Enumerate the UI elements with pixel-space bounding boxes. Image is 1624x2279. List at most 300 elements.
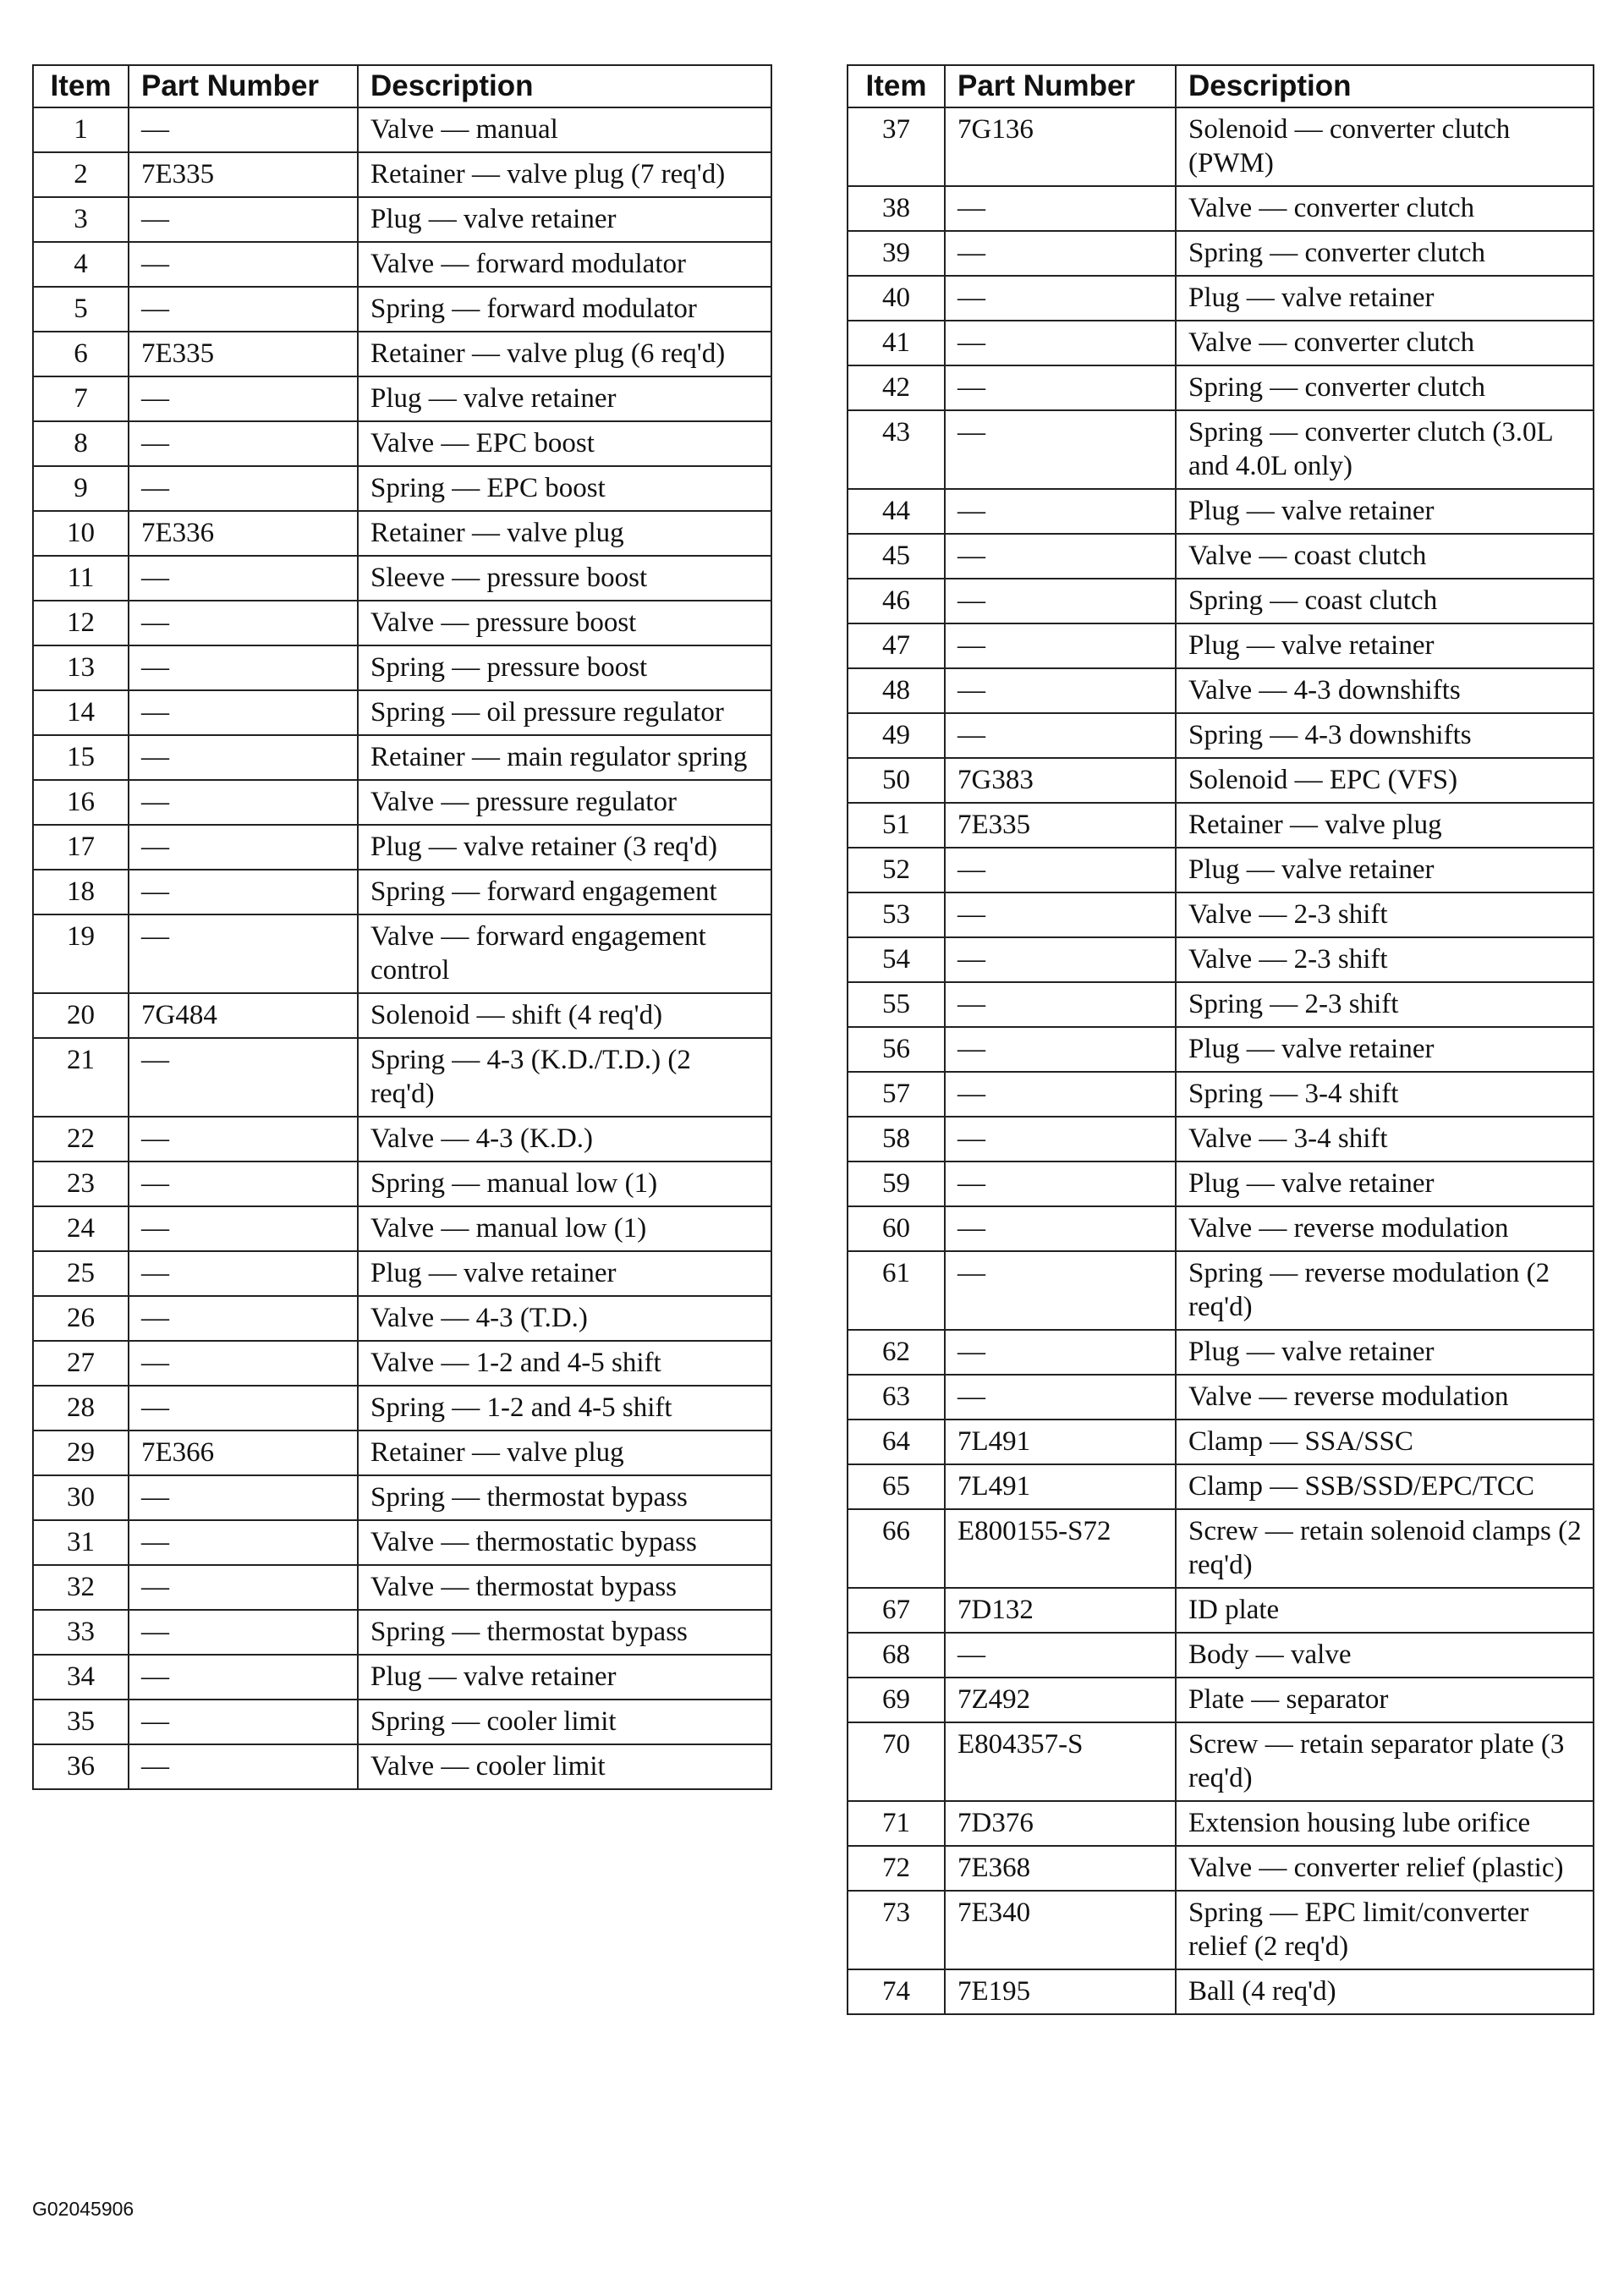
header-description: Description [1176, 65, 1594, 107]
description-cell: Spring — forward engagement [358, 870, 771, 914]
item-number-cell: 30 [33, 1475, 129, 1520]
table-body-left [33, 107, 771, 1789]
description-cell: Valve — manual [358, 107, 771, 152]
header-part-number: Part Number [129, 65, 358, 107]
item-number-cell: 67 [848, 1588, 945, 1633]
table-row [33, 825, 771, 870]
part-number-cell: — [129, 825, 358, 870]
table-row [848, 848, 1594, 892]
table-row [848, 1420, 1594, 1464]
item-number-cell: 43 [848, 410, 945, 489]
description-cell: Spring — EPC limit/converter relief (2 req'd) [1176, 1891, 1594, 1969]
description-cell: Plug — valve retainer [1176, 1027, 1594, 1072]
part-number-cell: — [945, 1375, 1176, 1420]
item-number-cell: 26 [33, 1296, 129, 1341]
part-number-cell: — [945, 579, 1176, 623]
table-row [33, 1386, 771, 1431]
table-header-row [848, 65, 1594, 107]
table-row [848, 579, 1594, 623]
table-row [848, 1027, 1594, 1072]
description-cell: Valve — EPC boost [358, 421, 771, 466]
description-cell: Plug — valve retainer (3 req'd) [358, 825, 771, 870]
header-item: Item [848, 65, 945, 107]
table-row [848, 1072, 1594, 1117]
part-number-cell: — [129, 914, 358, 993]
part-number-cell: — [945, 937, 1176, 982]
header-item: Item [33, 65, 129, 107]
table-row [33, 1161, 771, 1206]
table-row [848, 668, 1594, 713]
item-number-cell: 41 [848, 321, 945, 365]
description-cell: Spring — 2-3 shift [1176, 982, 1594, 1027]
description-cell: Clamp — SSA/SSC [1176, 1420, 1594, 1464]
description-cell: Valve — pressure boost [358, 601, 771, 645]
part-number-cell: — [129, 1520, 358, 1565]
part-number-cell: — [945, 668, 1176, 713]
part-number-cell: — [129, 287, 358, 332]
table-row [33, 332, 771, 376]
item-number-cell: 73 [848, 1891, 945, 1969]
item-number-cell: 45 [848, 534, 945, 579]
part-number-cell: 7D132 [945, 1588, 1176, 1633]
table-row [848, 186, 1594, 231]
item-number-cell: 16 [33, 780, 129, 825]
table-row [33, 1296, 771, 1341]
parts-table-right [847, 64, 1594, 2015]
part-number-cell: — [945, 982, 1176, 1027]
description-cell: Spring — forward modulator [358, 287, 771, 332]
part-number-cell: — [129, 556, 358, 601]
description-cell: Plug — valve retainer [1176, 848, 1594, 892]
table-row [33, 870, 771, 914]
part-number-cell: — [945, 365, 1176, 410]
description-cell: Plug — valve retainer [358, 1655, 771, 1700]
part-number-cell: — [129, 1251, 358, 1296]
description-cell: Valve — coast clutch [1176, 534, 1594, 579]
description-cell: Plug — valve retainer [1176, 623, 1594, 668]
header-part-number: Part Number [945, 65, 1176, 107]
description-cell: Valve — 4-3 (T.D.) [358, 1296, 771, 1341]
part-number-cell: — [129, 466, 358, 511]
item-number-cell: 44 [848, 489, 945, 534]
description-cell: Valve — manual low (1) [358, 1206, 771, 1251]
part-number-cell: — [945, 489, 1176, 534]
item-number-cell: 46 [848, 579, 945, 623]
table-row [848, 1509, 1594, 1588]
part-number-cell: — [945, 1330, 1176, 1375]
item-number-cell: 14 [33, 690, 129, 735]
part-number-cell: — [129, 1610, 358, 1655]
description-cell: Retainer — valve plug (6 req'd) [358, 332, 771, 376]
description-cell: Plug — valve retainer [1176, 1161, 1594, 1206]
part-number-cell: — [129, 690, 358, 735]
description-cell: Valve — 3-4 shift [1176, 1117, 1594, 1161]
table-row [33, 1117, 771, 1161]
item-number-cell: 74 [848, 1969, 945, 2014]
part-number-cell: 7G484 [129, 993, 358, 1038]
table-row [33, 645, 771, 690]
part-number-cell: — [129, 1038, 358, 1117]
table-row [848, 365, 1594, 410]
part-number-cell: 7D376 [945, 1801, 1176, 1846]
part-number-cell: — [129, 1475, 358, 1520]
part-number-cell: — [945, 231, 1176, 276]
description-cell: Spring — converter clutch [1176, 231, 1594, 276]
item-number-cell: 7 [33, 376, 129, 421]
part-number-cell: 7L491 [945, 1420, 1176, 1464]
table-row [33, 107, 771, 152]
table-row [848, 489, 1594, 534]
description-cell: Ball (4 req'd) [1176, 1969, 1594, 2014]
table-row [848, 1722, 1594, 1801]
description-cell: Valve — 4-3 (K.D.) [358, 1117, 771, 1161]
item-number-cell: 34 [33, 1655, 129, 1700]
description-cell: Spring — cooler limit [358, 1700, 771, 1744]
description-cell: Spring — converter clutch [1176, 365, 1594, 410]
description-cell: Valve — 2-3 shift [1176, 937, 1594, 982]
table-row [848, 107, 1594, 186]
item-number-cell: 35 [33, 1700, 129, 1744]
part-number-cell: — [129, 242, 358, 287]
table-row [33, 1431, 771, 1475]
table-row [848, 982, 1594, 1027]
table-row [33, 1565, 771, 1610]
table-body-right [848, 107, 1594, 2014]
item-number-cell: 8 [33, 421, 129, 466]
table-row [848, 623, 1594, 668]
table-row [33, 1610, 771, 1655]
description-cell: Plug — valve retainer [358, 197, 771, 242]
table-row [848, 1375, 1594, 1420]
item-number-cell: 29 [33, 1431, 129, 1475]
part-number-cell: 7E335 [129, 332, 358, 376]
table-row [848, 1846, 1594, 1891]
description-cell: Spring — 4-3 (K.D./T.D.) (2 req'd) [358, 1038, 771, 1117]
description-cell: Valve — thermostat bypass [358, 1565, 771, 1610]
parts-table-left [32, 64, 772, 1790]
part-number-cell: — [129, 1117, 358, 1161]
table-row [848, 1161, 1594, 1206]
description-cell: Valve — cooler limit [358, 1744, 771, 1789]
table-row [33, 287, 771, 332]
description-cell: Valve — pressure regulator [358, 780, 771, 825]
item-number-cell: 69 [848, 1678, 945, 1722]
description-cell: Spring — 4-3 downshifts [1176, 713, 1594, 758]
table-row [848, 410, 1594, 489]
description-cell: Valve — reverse modulation [1176, 1375, 1594, 1420]
table-row [33, 1475, 771, 1520]
item-number-cell: 66 [848, 1509, 945, 1588]
item-number-cell: 37 [848, 107, 945, 186]
table-row [33, 511, 771, 556]
table-row [33, 421, 771, 466]
item-number-cell: 72 [848, 1846, 945, 1891]
item-number-cell: 63 [848, 1375, 945, 1420]
description-cell: Clamp — SSB/SSD/EPC/TCC [1176, 1464, 1594, 1509]
item-number-cell: 60 [848, 1206, 945, 1251]
description-cell: Valve — thermostatic bypass [358, 1520, 771, 1565]
part-number-cell: — [129, 1296, 358, 1341]
part-number-cell: — [129, 197, 358, 242]
table-row [848, 1330, 1594, 1375]
table-row [33, 1038, 771, 1117]
figure-caption: G02045906 [32, 2198, 134, 2220]
part-number-cell: — [945, 1206, 1176, 1251]
item-number-cell: 32 [33, 1565, 129, 1610]
item-number-cell: 56 [848, 1027, 945, 1072]
table-row [33, 1655, 771, 1700]
part-number-cell: — [945, 1161, 1176, 1206]
part-number-cell: — [129, 421, 358, 466]
item-number-cell: 10 [33, 511, 129, 556]
item-number-cell: 25 [33, 1251, 129, 1296]
item-number-cell: 68 [848, 1633, 945, 1678]
item-number-cell: 40 [848, 276, 945, 321]
part-number-cell: — [129, 601, 358, 645]
item-number-cell: 9 [33, 466, 129, 511]
item-number-cell: 17 [33, 825, 129, 870]
description-cell: Retainer — valve plug [1176, 803, 1594, 848]
description-cell: Plug — valve retainer [358, 376, 771, 421]
description-cell: Valve — forward modulator [358, 242, 771, 287]
description-cell: Plug — valve retainer [358, 1251, 771, 1296]
table-row [848, 1801, 1594, 1846]
item-number-cell: 64 [848, 1420, 945, 1464]
item-number-cell: 39 [848, 231, 945, 276]
item-number-cell: 18 [33, 870, 129, 914]
part-number-cell: — [945, 713, 1176, 758]
item-number-cell: 2 [33, 152, 129, 197]
part-number-cell: 7E340 [945, 1891, 1176, 1969]
part-number-cell: E800155-S72 [945, 1509, 1176, 1588]
description-cell: Spring — oil pressure regulator [358, 690, 771, 735]
part-number-cell: E804357-S [945, 1722, 1176, 1801]
part-number-cell: — [129, 1744, 358, 1789]
part-number-cell: — [945, 848, 1176, 892]
table-row [33, 376, 771, 421]
item-number-cell: 57 [848, 1072, 945, 1117]
table-row [33, 152, 771, 197]
description-cell: Retainer — main regulator spring [358, 735, 771, 780]
part-number-cell: 7E335 [129, 152, 358, 197]
part-number-cell: — [945, 1072, 1176, 1117]
description-cell: Valve — 2-3 shift [1176, 892, 1594, 937]
part-number-cell: — [945, 410, 1176, 489]
table-row [33, 780, 771, 825]
part-number-cell: — [129, 107, 358, 152]
item-number-cell: 20 [33, 993, 129, 1038]
description-cell: Spring — thermostat bypass [358, 1610, 771, 1655]
table-row [33, 1520, 771, 1565]
part-number-cell: — [129, 376, 358, 421]
table-row [33, 735, 771, 780]
part-number-cell: 7E335 [945, 803, 1176, 848]
part-number-cell: — [945, 1117, 1176, 1161]
description-cell: Retainer — valve plug [358, 1431, 771, 1475]
item-number-cell: 48 [848, 668, 945, 713]
description-cell: Sleeve — pressure boost [358, 556, 771, 601]
part-number-cell: — [129, 1565, 358, 1610]
description-cell: Retainer — valve plug [358, 511, 771, 556]
table-row [33, 993, 771, 1038]
part-number-cell: — [129, 1206, 358, 1251]
part-number-cell: — [945, 1027, 1176, 1072]
table-row [848, 1891, 1594, 1969]
description-cell: Spring — EPC boost [358, 466, 771, 511]
part-number-cell: 7E195 [945, 1969, 1176, 2014]
item-number-cell: 51 [848, 803, 945, 848]
description-cell: ID plate [1176, 1588, 1594, 1633]
item-number-cell: 6 [33, 332, 129, 376]
description-cell: Plug — valve retainer [1176, 1330, 1594, 1375]
description-cell: Valve — reverse modulation [1176, 1206, 1594, 1251]
table-row [848, 803, 1594, 848]
part-number-cell: — [945, 623, 1176, 668]
description-cell: Plug — valve retainer [1176, 276, 1594, 321]
item-number-cell: 33 [33, 1610, 129, 1655]
description-cell: Plug — valve retainer [1176, 489, 1594, 534]
description-cell: Spring — thermostat bypass [358, 1475, 771, 1520]
description-cell: Screw — retain solenoid clamps (2 req'd) [1176, 1509, 1594, 1588]
description-cell: Extension housing lube orifice [1176, 1801, 1594, 1846]
description-cell: Valve — converter relief (plastic) [1176, 1846, 1594, 1891]
table-row [848, 713, 1594, 758]
table-row [848, 321, 1594, 365]
item-number-cell: 4 [33, 242, 129, 287]
table-row [848, 276, 1594, 321]
table-row [33, 242, 771, 287]
part-number-cell: — [129, 735, 358, 780]
part-number-cell: — [945, 1251, 1176, 1330]
item-number-cell: 38 [848, 186, 945, 231]
part-number-cell: — [945, 534, 1176, 579]
description-cell: Spring — manual low (1) [358, 1161, 771, 1206]
part-number-cell: — [945, 1633, 1176, 1678]
part-number-cell: — [945, 321, 1176, 365]
table-row [33, 1341, 771, 1386]
table-row [848, 231, 1594, 276]
item-number-cell: 11 [33, 556, 129, 601]
part-number-cell: — [129, 1655, 358, 1700]
part-number-cell: 7G136 [945, 107, 1176, 186]
part-number-cell: — [945, 276, 1176, 321]
item-number-cell: 21 [33, 1038, 129, 1117]
part-number-cell: — [129, 1161, 358, 1206]
part-number-cell: — [129, 645, 358, 690]
item-number-cell: 1 [33, 107, 129, 152]
item-number-cell: 22 [33, 1117, 129, 1161]
item-number-cell: 62 [848, 1330, 945, 1375]
item-number-cell: 5 [33, 287, 129, 332]
item-number-cell: 49 [848, 713, 945, 758]
description-cell: Retainer — valve plug (7 req'd) [358, 152, 771, 197]
description-cell: Spring — reverse modulation (2 req'd) [1176, 1251, 1594, 1330]
item-number-cell: 61 [848, 1251, 945, 1330]
description-cell: Valve — converter clutch [1176, 321, 1594, 365]
part-number-cell: 7L491 [945, 1464, 1176, 1509]
table-row [33, 1700, 771, 1744]
description-cell: Solenoid — converter clutch (PWM) [1176, 107, 1594, 186]
item-number-cell: 13 [33, 645, 129, 690]
item-number-cell: 65 [848, 1464, 945, 1509]
table-row [848, 1117, 1594, 1161]
table-row [848, 534, 1594, 579]
description-cell: Valve — 4-3 downshifts [1176, 668, 1594, 713]
table-row [33, 197, 771, 242]
table-row [33, 556, 771, 601]
description-cell: Valve — 1-2 and 4-5 shift [358, 1341, 771, 1386]
description-cell: Valve — forward engagement control [358, 914, 771, 993]
table-row [848, 1969, 1594, 2014]
table-row [848, 1251, 1594, 1330]
table-row [33, 466, 771, 511]
description-cell: Spring — 3-4 shift [1176, 1072, 1594, 1117]
part-number-cell: — [129, 1386, 358, 1431]
part-number-cell: 7Z492 [945, 1678, 1176, 1722]
table-row [848, 758, 1594, 803]
item-number-cell: 28 [33, 1386, 129, 1431]
table-row [848, 1588, 1594, 1633]
description-cell: Valve — converter clutch [1176, 186, 1594, 231]
item-number-cell: 27 [33, 1341, 129, 1386]
description-cell: Spring — converter clutch (3.0L and 4.0L only) [1176, 410, 1594, 489]
item-number-cell: 23 [33, 1161, 129, 1206]
table-row [33, 601, 771, 645]
table-header-row [33, 65, 771, 107]
part-number-cell: — [945, 892, 1176, 937]
description-cell: Body — valve [1176, 1633, 1594, 1678]
part-number-cell: 7E366 [129, 1431, 358, 1475]
item-number-cell: 52 [848, 848, 945, 892]
description-cell: Spring — 1-2 and 4-5 shift [358, 1386, 771, 1431]
description-cell: Solenoid — shift (4 req'd) [358, 993, 771, 1038]
item-number-cell: 15 [33, 735, 129, 780]
part-number-cell: — [129, 1341, 358, 1386]
item-number-cell: 3 [33, 197, 129, 242]
part-number-cell: — [129, 1700, 358, 1744]
item-number-cell: 24 [33, 1206, 129, 1251]
item-number-cell: 36 [33, 1744, 129, 1789]
table-row [33, 690, 771, 735]
item-number-cell: 50 [848, 758, 945, 803]
table-row [33, 1744, 771, 1789]
item-number-cell: 19 [33, 914, 129, 993]
part-number-cell: — [129, 870, 358, 914]
part-number-cell: 7E336 [129, 511, 358, 556]
table-row [33, 1251, 771, 1296]
table-row [33, 1206, 771, 1251]
item-number-cell: 42 [848, 365, 945, 410]
item-number-cell: 31 [33, 1520, 129, 1565]
item-number-cell: 58 [848, 1117, 945, 1161]
table-row [848, 1633, 1594, 1678]
item-number-cell: 59 [848, 1161, 945, 1206]
item-number-cell: 12 [33, 601, 129, 645]
description-cell: Solenoid — EPC (VFS) [1176, 758, 1594, 803]
item-number-cell: 53 [848, 892, 945, 937]
description-cell: Screw — retain separator plate (3 req'd) [1176, 1722, 1594, 1801]
item-number-cell: 55 [848, 982, 945, 1027]
item-number-cell: 54 [848, 937, 945, 982]
part-number-cell: 7G383 [945, 758, 1176, 803]
description-cell: Spring — coast clutch [1176, 579, 1594, 623]
part-number-cell: 7E368 [945, 1846, 1176, 1891]
table-row [33, 914, 771, 993]
part-number-cell: — [945, 186, 1176, 231]
item-number-cell: 47 [848, 623, 945, 668]
description-cell: Spring — pressure boost [358, 645, 771, 690]
header-description: Description [358, 65, 771, 107]
